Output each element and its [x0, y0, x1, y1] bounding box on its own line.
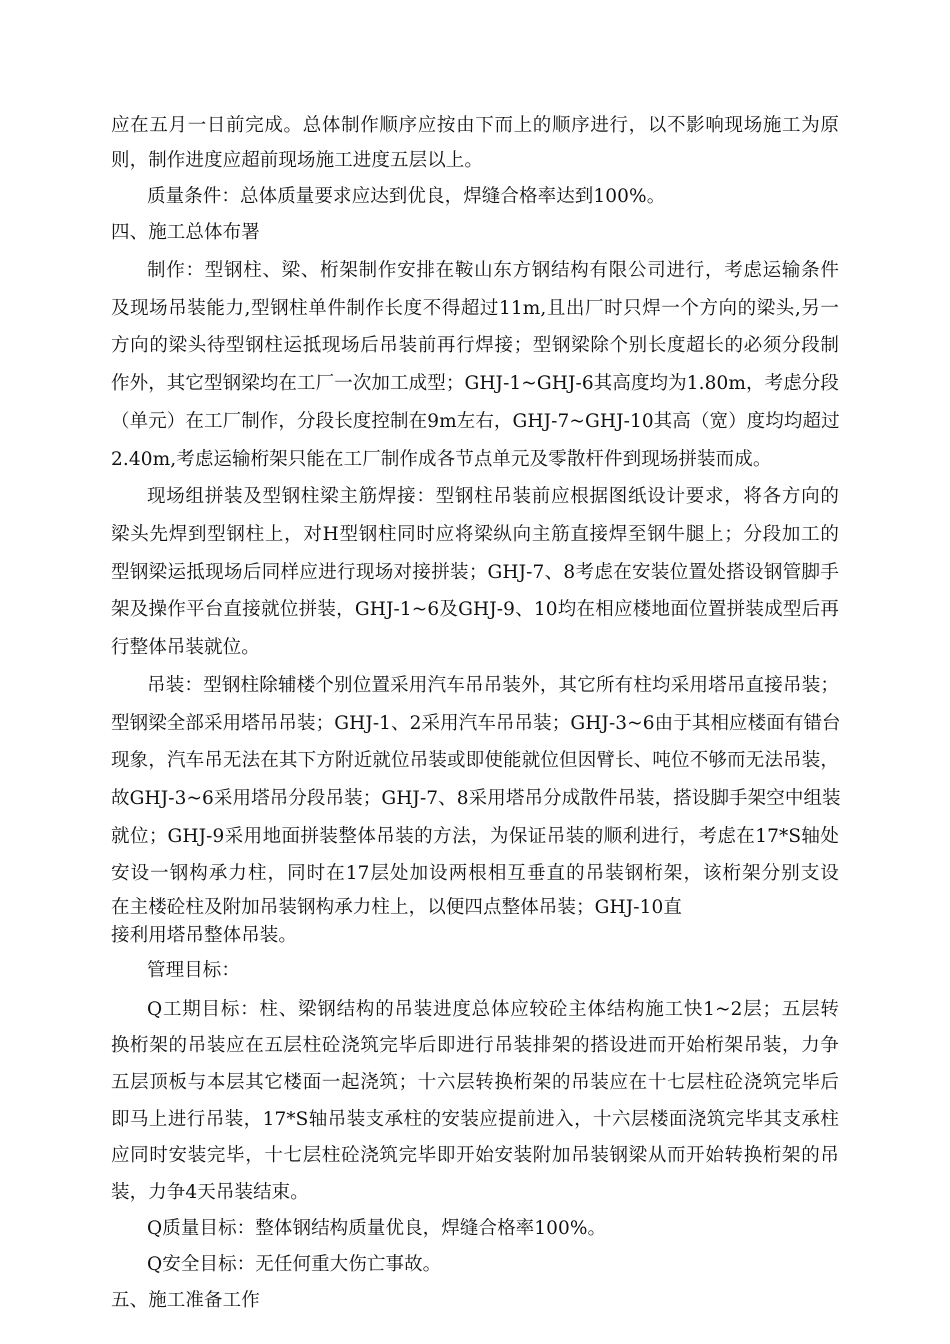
text-line: 接利用塔吊整体吊装。 [111, 925, 298, 946]
text-line: Q安全目标：无任何重大伤亡事故。 [147, 1254, 442, 1275]
text-line: 故GHJ-3~6采用塔吊分段吊装；GHJ-7、8采用塔吊分成散件吊装，搭设脚手架空中组装 [111, 788, 841, 809]
text-line: （单元）在工厂制作，分段长度控制在9m左右，GHJ-7~GHJ-10其高（宽）度均均超过 [111, 411, 840, 432]
text-line: 现象，汽车吊无法在其下方附近就位吊装或即使能就位但因臂长、吨位不够而无法吊装， [111, 750, 839, 771]
text-line: 方向的梁头待型钢柱运抵现场后吊装前再行焊接；型钢梁除个别长度超长的必须分段制 [111, 335, 839, 356]
text-line: 则，制作进度应超前现场施工进度五层以上。 [111, 150, 484, 171]
text-line: 及现场吊装能力,型钢柱单件制作长度不得超过11m,且出厂时只焊一个方向的梁头,另一 [111, 298, 839, 319]
text-line: 在主楼砼柱及附加吊装钢构承力柱上，以便四点整体吊装；GHJ-10直 [111, 897, 682, 918]
text-line: Q工期目标：柱、梁钢结构的吊装进度总体应较砼主体结构施工快1~2层；五层转 [147, 999, 839, 1020]
text-line: 梁头先焊到型钢柱上，对H型钢柱同时应将梁纵向主筋直接焊至钢牛腿上；分段加工的 [111, 524, 839, 545]
text-line: 五层顶板与本层其它楼面一起浇筑；十六层转换桁架的吊装应在十七层柱砼浇筑完毕后 [111, 1072, 839, 1093]
text-line: 2.40m,考虑运输桁架只能在工厂制作成各节点单元及零散杆件到现场拼装而成。 [111, 449, 772, 470]
text-line: 管理目标： [147, 960, 241, 981]
text-line: 即马上进行吊装，17*S轴吊装支承柱的安装应提前进入，十六层楼面浇筑完毕其支承柱 [111, 1109, 839, 1130]
section-heading: 四、施工总体布署 [111, 222, 260, 243]
text-line: 行整体吊装就位。 [111, 637, 260, 658]
text-line: 换桁架的吊装应在五层柱砼浇筑完毕后即进行吊装排架的搭设进而开始桁架吊装，力争 [111, 1035, 839, 1056]
text-line: 制作：型钢柱、梁、桁架制作安排在鞍山东方钢结构有限公司进行，考虑运输条件 [147, 260, 839, 281]
text-line: 现场组拼装及型钢柱梁主筋焊接：型钢柱吊装前应根据图纸设计要求，将各方向的 [147, 486, 839, 507]
text-line: 安设一钢构承力柱，同时在17层处加设两根相互垂直的吊装钢桁架，该桁架分别支设 [111, 863, 839, 884]
text-line: 架及操作平台直接就位拼装，GHJ-1~6及GHJ-9、10均在相应楼地面位置拼装成型后再 [111, 599, 839, 620]
text-line: 型钢梁全部采用塔吊吊装；GHJ-1、2采用汽车吊吊装；GHJ-3~6由于其相应楼面有错台 [111, 713, 841, 734]
text-line: 装，力争4天吊装结束。 [111, 1182, 309, 1203]
text-line: 吊装：型钢柱除辅楼个别位置采用汽车吊吊装外，其它所有柱均采用塔吊直接吊装； [147, 675, 839, 696]
text-line: 应在五月一日前完成。总体制作顺序应按由下而上的顺序进行，以不影响现场施工为原 [111, 115, 839, 136]
text-line: Q质量目标：整体钢结构质量优良，焊缝合格率100%。 [147, 1218, 607, 1239]
text-line: 作外，其它型钢梁均在工厂一次加工成型；GHJ-1~GHJ-6其高度均为1.80m，考虑分段 [111, 373, 839, 394]
text-line: 应同时安装完毕，十七层柱砼浇筑完毕即开始安装附加吊装钢梁从而开始转换桁架的吊 [111, 1145, 839, 1166]
section-heading: 五、施工准备工作 [111, 1290, 260, 1311]
text-line: 质量条件：总体质量要求应达到优良，焊缝合格率达到100%。 [147, 186, 666, 207]
text-line: 型钢梁运抵现场后同样应进行现场对接拼装；GHJ-7、8考虑在安装位置处搭设钢管脚手 [111, 562, 839, 583]
text-line: 就位；GHJ-9采用地面拼装整体吊装的方法，为保证吊装的顺利进行，考虑在17*S轴处 [111, 826, 839, 847]
